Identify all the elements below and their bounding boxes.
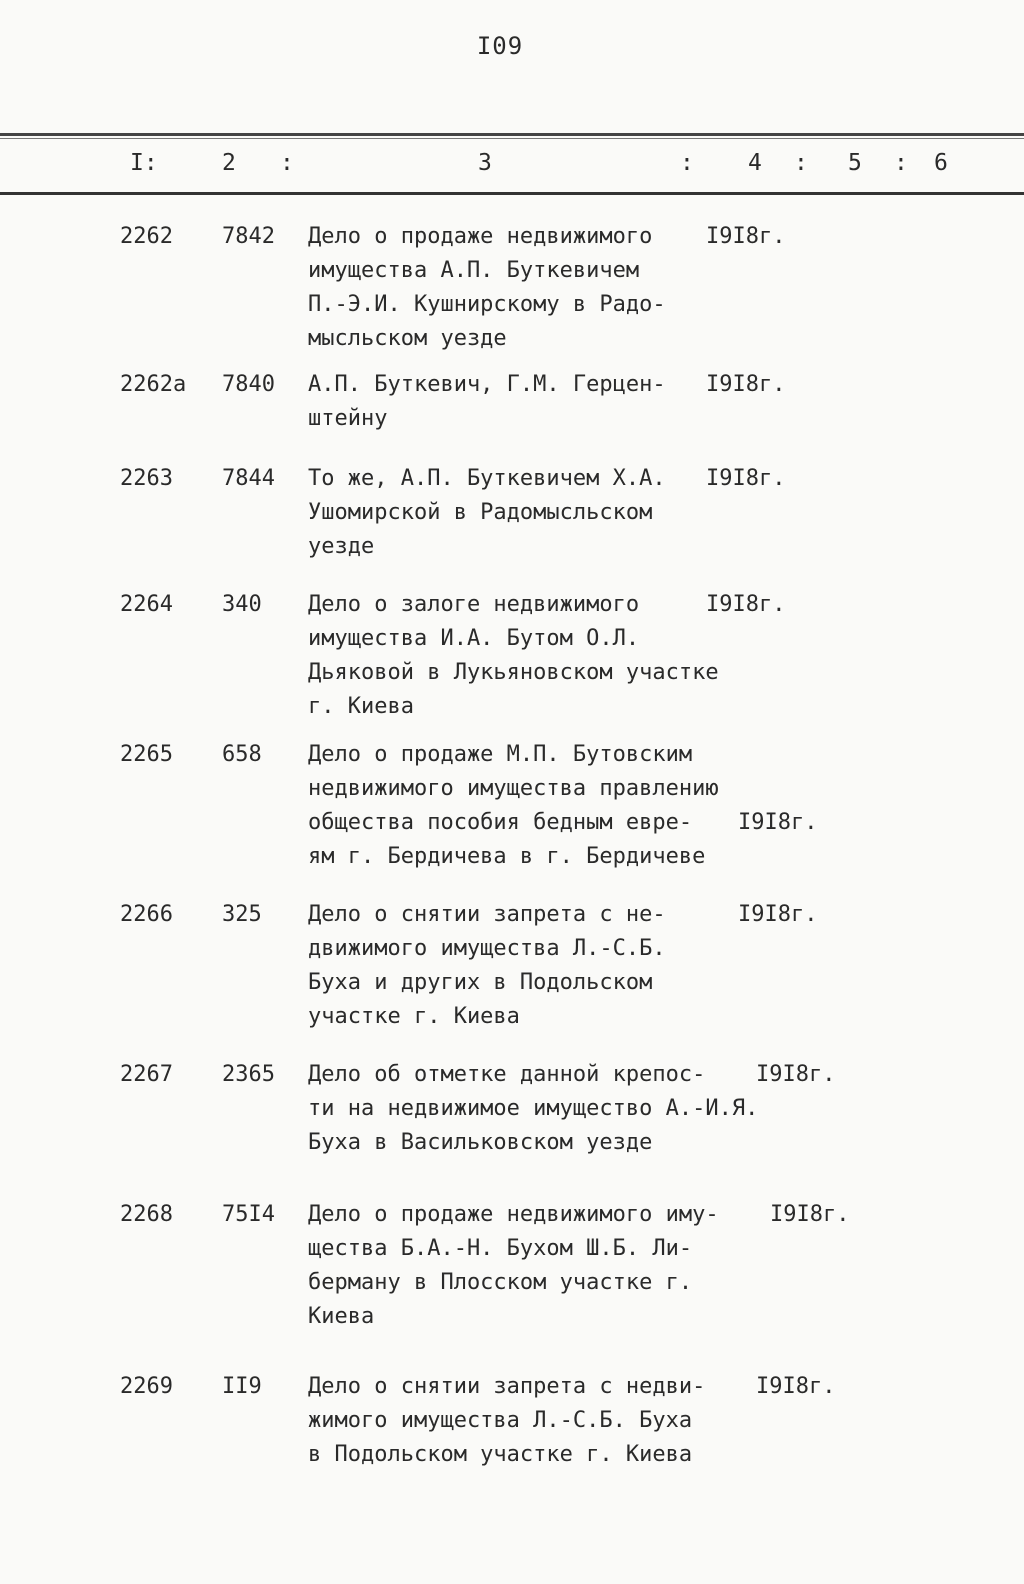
entry-date: I9I8г. [756, 1374, 836, 1399]
entry-number: 2267 [120, 1062, 173, 1087]
entry-description [308, 462, 768, 564]
description-line: участке г. Киева [308, 1004, 520, 1029]
description-line: Буха в Васильковском уезде [308, 1130, 653, 1155]
archive-number: 7842 [222, 224, 275, 249]
description-line: Дело о снятии запрета с не- [308, 902, 666, 927]
entry-number: 2269 [120, 1374, 173, 1399]
entry-description [308, 738, 768, 874]
description-line: общества пособия бедным евре- [308, 810, 693, 835]
description-line: Дело о продаже М.П. Бутовским [308, 742, 693, 767]
entry-date: I9I8г. [770, 1202, 850, 1227]
description-line: То же, А.П. Буткевичем Х.А. [308, 466, 666, 491]
archive-number: 2365 [222, 1062, 275, 1087]
description-line: Дело о снятии запрета с недви- [308, 1374, 706, 1399]
entry-number: 2264 [120, 592, 173, 617]
entry-date: I9I8г. [756, 1062, 836, 1087]
description-line: ти на недвижимое имущество А.-И.Я. [308, 1096, 759, 1121]
description-line: имущества А.П. Буткевичем [308, 258, 640, 283]
description-line: уезде [308, 534, 375, 559]
description-line: ям г. Бердичева в г. Бердичеве [308, 844, 706, 869]
entry-description [308, 1198, 768, 1334]
description-line: Дело о продаже недвижимого иму- [308, 1202, 719, 1227]
description-line: щества Б.А.-Н. Бухом Ш.Б. Ли- [308, 1236, 693, 1261]
entry-number: 2262 [120, 224, 173, 249]
header-col3: 3 [478, 150, 492, 176]
description-line: Дьяковой в Лукьяновском участке [308, 660, 719, 685]
header-col2: 2 [222, 150, 236, 176]
archive-number: 658 [222, 742, 262, 767]
description-line: недвижимого имущества правлению [308, 776, 719, 801]
entry-date: I9I8г. [738, 902, 818, 927]
entry-number: 2268 [120, 1202, 173, 1227]
description-line: А.П. Буткевич, Г.М. Герцен- [308, 372, 666, 397]
entry-description [308, 1058, 768, 1160]
header-sep1: : [280, 150, 294, 176]
description-line: движимого имущества Л.-С.Б. [308, 936, 666, 961]
description-line: жимого имущества Л.-С.Б. Буха [308, 1408, 693, 1433]
description-line: Буха и других в Подольском [308, 970, 653, 995]
header-sep2: : [680, 150, 694, 176]
description-line: Дело об отметке данной крепос- [308, 1062, 706, 1087]
top-rule [0, 133, 1024, 136]
entry-date: I9I8г. [706, 224, 786, 249]
entry-date: I9I8г. [706, 466, 786, 491]
entry-description [308, 898, 768, 1034]
archive-number: 7844 [222, 466, 275, 491]
description-line: имущества И.А. Бутом О.Л. [308, 626, 640, 651]
entry-number: 2266 [120, 902, 173, 927]
header-col6: 6 [934, 150, 948, 176]
header-col1: I: [130, 150, 158, 176]
entry-description [308, 1370, 768, 1472]
description-line: штейну [308, 406, 388, 431]
archive-number: 340 [222, 592, 262, 617]
archive-number: 7840 [222, 372, 275, 397]
entry-number: 2263 [120, 466, 173, 491]
description-line: в Подольском участке г. Киева [308, 1442, 693, 1467]
top-rule-thin [0, 138, 1024, 139]
description-line: Ушомирской в Радомысльском [308, 500, 653, 525]
description-line: берману в Плосском участке г. [308, 1270, 693, 1295]
entry-description [308, 220, 768, 356]
entry-description [308, 368, 768, 436]
entry-description [308, 588, 768, 724]
column-header-row [0, 150, 1024, 182]
archive-number: II9 [222, 1374, 262, 1399]
description-line: Дело о продаже недвижимого [308, 224, 653, 249]
entry-number: 2265 [120, 742, 173, 767]
archive-number: 75I4 [222, 1202, 275, 1227]
description-line: Дело о залоге недвижимого [308, 592, 640, 617]
header-col4: 4 [748, 150, 762, 176]
entry-number: 2262а [120, 372, 187, 397]
page-number: I09 [476, 32, 524, 60]
header-col5: 5 [848, 150, 862, 176]
header-sep3: : [794, 150, 808, 176]
entry-date: I9I8г. [738, 810, 818, 835]
archive-number: 325 [222, 902, 262, 927]
entry-date: I9I8г. [706, 372, 786, 397]
header-bottom-rule [0, 192, 1024, 195]
description-line: г. Киева [308, 694, 414, 719]
description-line: П.-Э.И. Кушнирскому в Радо- [308, 292, 666, 317]
header-sep4: : [894, 150, 908, 176]
entry-date: I9I8г. [706, 592, 786, 617]
description-line: Киева [308, 1304, 375, 1329]
description-line: мысльском уезде [308, 326, 507, 351]
